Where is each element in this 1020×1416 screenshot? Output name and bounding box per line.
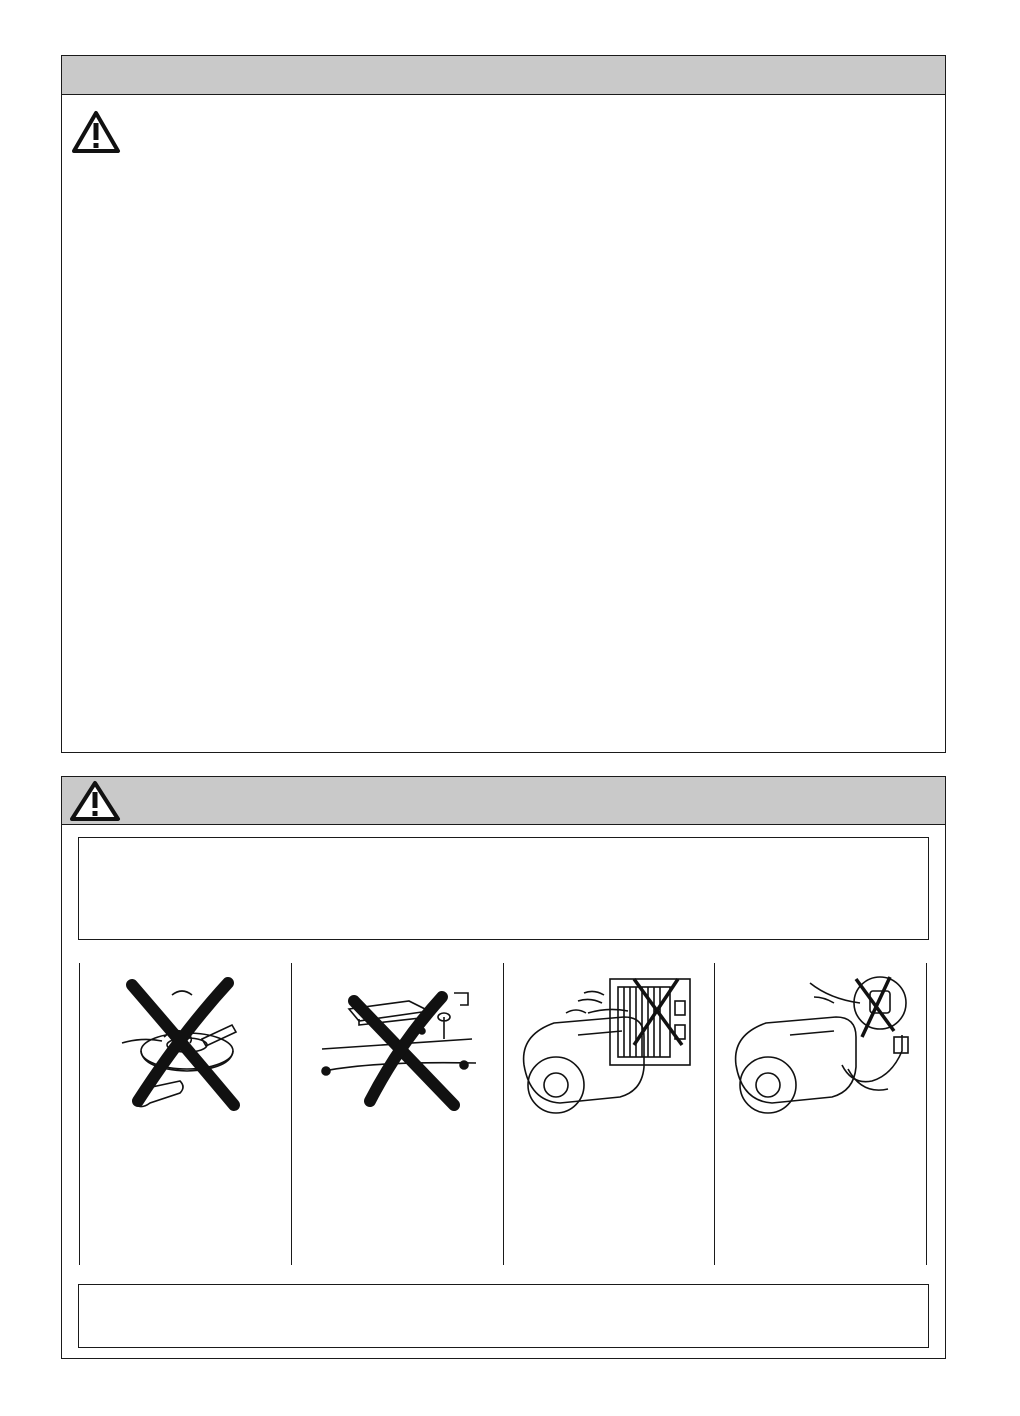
warning-triangle-icon [71, 110, 121, 154]
unplug-before-service-icon [730, 973, 910, 1123]
no-sharp-objects-icon [314, 973, 494, 1123]
no-hot-ashes-icon [102, 973, 282, 1123]
panel-header-bar [62, 777, 945, 825]
safety-panel-bottom [61, 776, 946, 1359]
column-divider [714, 963, 715, 1265]
notice-box-top [78, 837, 929, 940]
notice-text [79, 1285, 928, 1305]
notice-box-bottom [78, 1284, 929, 1348]
safety-panel-top [61, 55, 946, 753]
column-divider [291, 963, 292, 1265]
column-divider [503, 963, 504, 1265]
column-divider [79, 963, 80, 1265]
column-divider [926, 963, 927, 1265]
notice-text [79, 838, 928, 858]
warning-triangle-icon [69, 780, 121, 822]
no-vacuum-without-filter-icon [518, 973, 698, 1123]
panel-header-bar [62, 56, 945, 95]
